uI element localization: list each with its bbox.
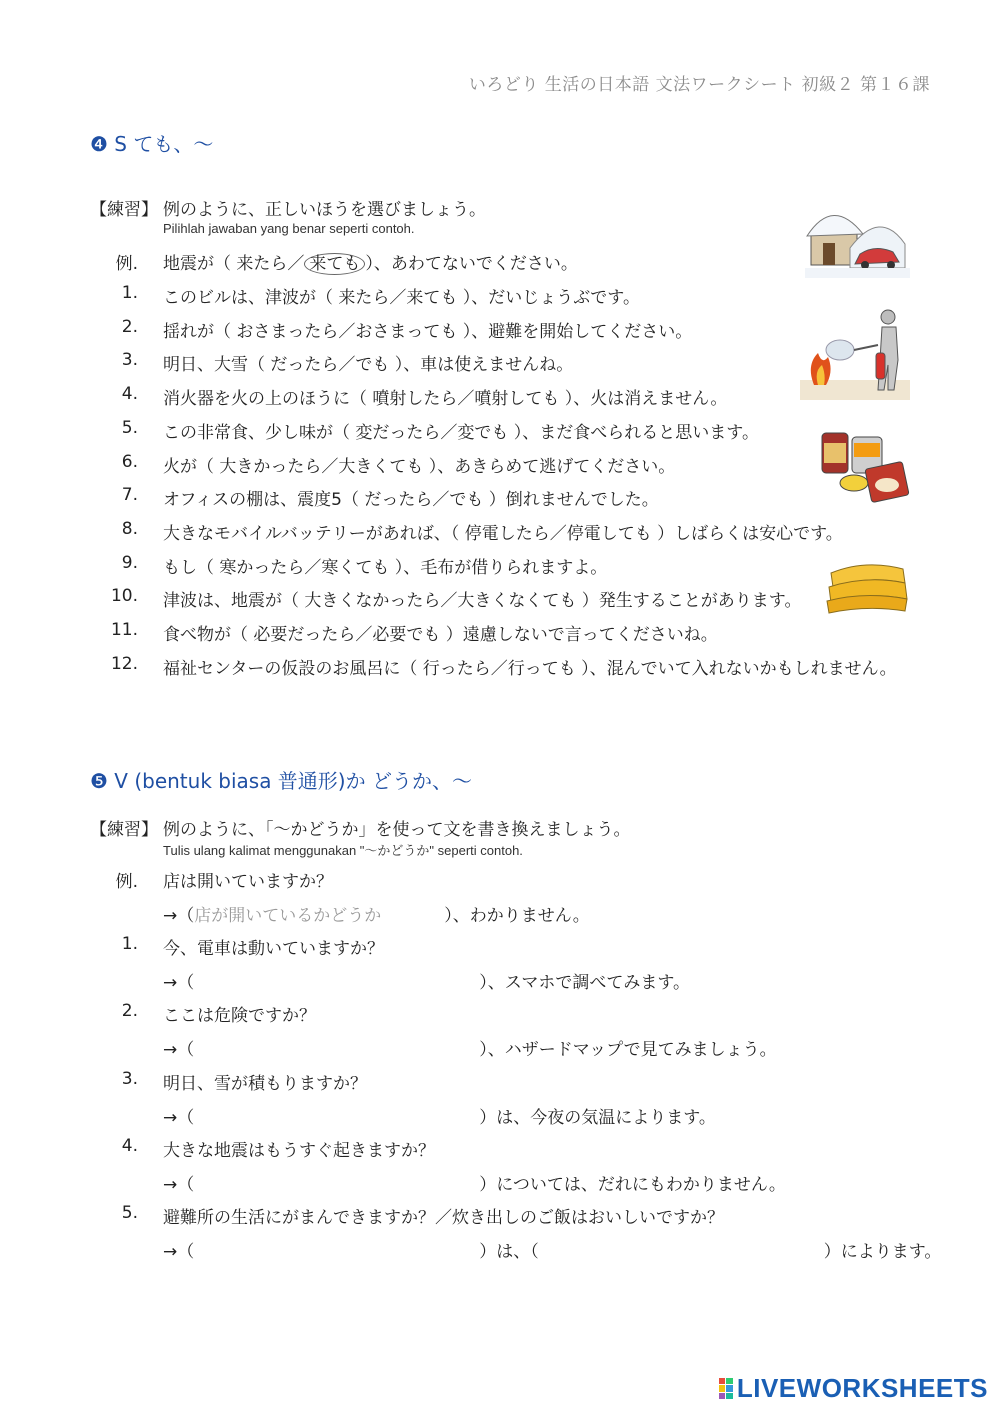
- section4-item-num: 7.: [121, 485, 138, 505]
- section4-title: ❹ S ても、～: [90, 132, 214, 156]
- answer-open-paren: →（: [163, 906, 195, 926]
- section4-label: 【練習】: [90, 200, 158, 220]
- snow-house-illustration: [805, 188, 910, 278]
- section5-example-question: 店は開いていますか？: [163, 872, 333, 892]
- section5-item-answer: [163, 1103, 716, 1128]
- section5-item-num: 1.: [121, 934, 138, 954]
- section4-item-sentence[interactable]: 津波は、地震が（ 大きくなかったら／大きくなくても ）発生することがあります。: [163, 591, 802, 611]
- answer-rest: ）、スマホで調べてみます。: [479, 973, 691, 993]
- section4-item-num: 2.: [121, 317, 138, 337]
- section4-item-num: 11.: [110, 620, 138, 640]
- section5-example-answer: [163, 901, 590, 926]
- section4-item-num: 6.: [121, 452, 138, 472]
- section4-item-num: 10.: [110, 586, 138, 606]
- example-hint: 店が開いているかどうか: [194, 906, 382, 926]
- section4-item-sentence[interactable]: 火が（ 大きかったら／大きくても ）、あきらめて逃げてください。: [163, 457, 676, 477]
- answer-rest: ）、ハザードマップで見てみましょう。: [479, 1040, 777, 1060]
- section5-title: ❺ V (bentuk biasa 普通形)か どうか、～: [90, 769, 472, 793]
- section4-instruction: 例のように、正しいほうを選びましょう。: [163, 200, 486, 220]
- section4-item-sentence[interactable]: この非常食、少し味が（ 変だったら／変でも ）、まだ食べられると思います。: [163, 423, 759, 443]
- fire-extinguisher-illustration: [800, 305, 910, 400]
- section5-translation: Tulis ulang kalimat menggunakan "～かどうか" seperti contoh.: [163, 843, 523, 858]
- answer-rest: ）、わかりません。: [444, 906, 590, 926]
- section4-item-sentence[interactable]: もし（ 寒かったら／寒くても ）、毛布が借りられますよ。: [163, 558, 608, 578]
- liveworksheets-brand: [719, 1373, 988, 1404]
- section4-item-num: 3.: [121, 350, 138, 370]
- answer-open-paren: →（: [163, 1040, 195, 1060]
- section5-item-question: ここは危険ですか？: [163, 1006, 316, 1026]
- section4-item-num: 8.: [121, 519, 138, 539]
- section5-example-num: 例.: [115, 872, 138, 892]
- example-before: 地震が（ 来たら／: [163, 254, 305, 274]
- section5-item-question: 明日、雪が積もりますか？: [163, 1074, 367, 1094]
- answer-rest: ）については、だれにもわかりません。: [479, 1175, 786, 1195]
- brand-text: LIVEWORKSHEETS: [736, 1373, 988, 1403]
- section5-item-question: 大きな地震はもうすぐ起きますか？: [163, 1141, 435, 1161]
- answer-open-paren: →（: [163, 973, 195, 993]
- answer-open-paren: →（: [163, 1175, 195, 1195]
- section4-example-num: 例.: [115, 254, 138, 274]
- section4-item-sentence[interactable]: 大きなモバイルバッテリーがあれば、（ 停電したら／停電しても ）しばらくは安心です。: [163, 524, 843, 544]
- answer-rest-second: ）によります。: [823, 1242, 942, 1262]
- section5-item-answer: [163, 1035, 777, 1060]
- section4-item-sentence[interactable]: 揺れが（ おさまったら／おさまっても ）、避難を開始してください。: [163, 322, 693, 342]
- section4-item-sentence[interactable]: 食べ物が（ 必要だったら／必要でも ）遠慮しないで言ってくださいね。: [163, 625, 718, 645]
- section4-item-num: 4.: [121, 384, 138, 404]
- section4-item-sentence[interactable]: 明日、大雪（ だったら／でも ）、車は使えませんね。: [163, 355, 574, 375]
- section5-item-num: 3.: [121, 1069, 138, 1089]
- section4-item-num: 12.: [110, 654, 138, 674]
- section5-item-answer: [163, 1237, 941, 1262]
- section5-item-question: 今、電車は動いていますか？: [163, 939, 384, 959]
- section4-item-num: 5.: [121, 418, 138, 438]
- section4-item-sentence[interactable]: オフィスの棚は、震度5（ だったら／でも ）倒れませんでした。: [163, 490, 659, 510]
- blanket-illustration: [825, 555, 910, 615]
- example-after: ）、あわてないでください。: [365, 254, 578, 274]
- section4-item-sentence[interactable]: 福祉センターの仮設のお風呂に（ 行ったら／行っても ）、混んでいて入れないかもしれません。: [163, 659, 897, 679]
- answer-rest: ）は、今夜の気温によります。: [479, 1108, 716, 1128]
- answer-open-paren: →（: [163, 1242, 195, 1262]
- section4-item-sentence[interactable]: このビルは、津波が（ 来たら／来ても ）、だいじょうぶです。: [163, 288, 640, 308]
- example-circled-answer: 来ても: [304, 253, 365, 275]
- section4-item-sentence[interactable]: 消火器を火の上のほうに（ 噴射したら／噴射しても ）、火は消えません。: [163, 389, 728, 409]
- liveworksheets-logo-icon: [719, 1378, 733, 1400]
- section5-item-num: 5.: [121, 1203, 138, 1223]
- section5-instruction: 例のように、「～かどうか」を使って文を書き換えましょう。: [163, 820, 631, 840]
- canned-food-illustration: [820, 425, 915, 505]
- section5-item-question: 避難所の生活にがまんできますか？／炊き出しのご飯はおいしいですか？: [163, 1208, 724, 1228]
- section5-item-answer: [163, 1170, 786, 1195]
- section4-translation: Pilihlah jawaban yang benar seperti contoh.: [163, 221, 415, 236]
- section5-item-num: 4.: [121, 1136, 138, 1156]
- section5-item-num: 2.: [121, 1001, 138, 1021]
- section5-label: 【練習】: [90, 820, 158, 840]
- section5-item-answer: [163, 968, 690, 993]
- section4-item-num: 1.: [121, 283, 138, 303]
- section4-example-sentence: [163, 249, 578, 274]
- answer-rest: ）は、（: [479, 1242, 539, 1262]
- worksheet-header: いろどり 生活の日本語 文法ワークシート 初級２ 第１６課: [468, 75, 930, 95]
- answer-open-paren: →（: [163, 1108, 195, 1128]
- section4-item-num: 9.: [121, 553, 138, 573]
